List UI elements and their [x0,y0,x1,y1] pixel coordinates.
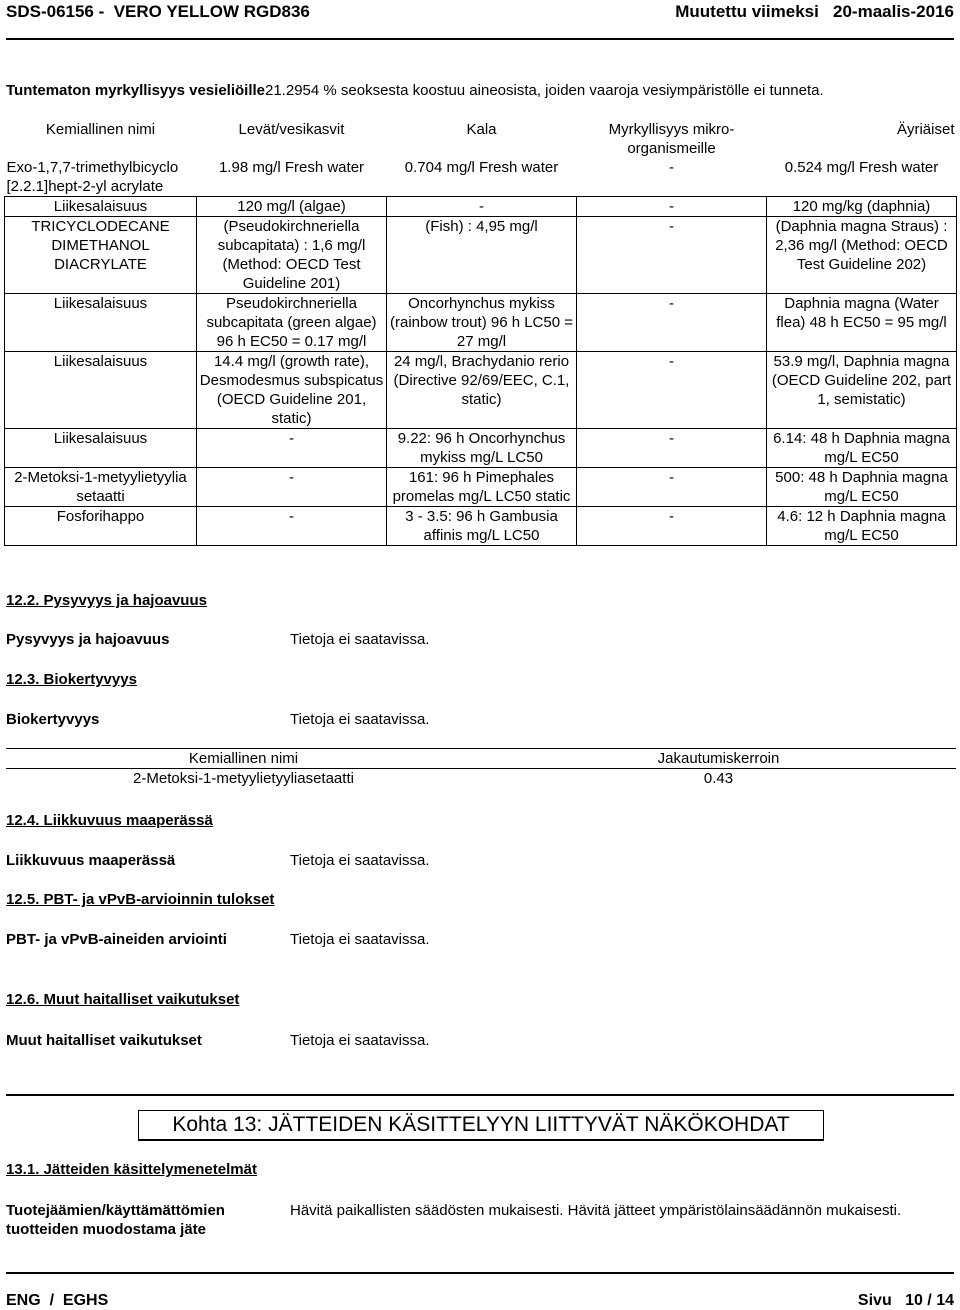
bioaccumulation-value: Tietoja ei saatavissa. [290,711,430,728]
revised-date: 20-maalis-2016 [833,2,954,21]
chemical-name: Liikesalaisuus [5,429,197,468]
micro-value: - [577,468,767,507]
fish-value: 161: 96 h Pimephales promelas mg/L LC50 static [387,468,577,507]
crustacean-value: (Daphnia magna Straus) : 2,36 mg/l (Method: OECD Test Guideline 202) [767,217,957,294]
algae-value: (Pseudokirchneriella subcapitata) : 1,6 mg/l (Method: OECD Test Guideline 201) [197,217,387,294]
pbt-label: PBT- ja vPvB-aineiden arviointi [6,931,227,948]
persistence-value: Tietoja ei saatavissa. [290,631,430,648]
algae-value: - [197,429,387,468]
footer-rule [6,1272,954,1274]
waste-label: Tuotejäämien/käyttämättömien tuotteiden muodostama jäte [6,1202,225,1238]
chemical-name: Liikesalaisuus [5,352,197,429]
algae-value: 120 mg/l (algae) [197,197,387,217]
fish-value: Oncorhynchus mykiss (rainbow trout) 96 h LC50 = 27 mg/l [387,294,577,352]
micro-value: - [577,429,767,468]
col-header-fish: Kala [466,121,497,138]
fish-value: 0.704 mg/l Fresh water [404,159,559,176]
section-rule [6,1094,954,1096]
revised-label: Muutettu viimeksi [675,2,819,21]
col-header-microorganisms: Myrkyllisyys mikro-organismeille [608,121,735,157]
algae-value: 1.98 mg/l Fresh water [218,159,365,176]
unknown-toxicity-label: Tuntematon myrkyllisyys vesieliöille [6,82,265,99]
crustacean-value: 4.6: 12 h Daphnia magna mg/L EC50 [767,507,957,546]
col-header-algae: Levät/vesikasvit [238,121,345,138]
section-12-5-title: 12.5. PBT- ja vPvB-arvioinnin tulokset [6,891,275,908]
section-12-3-title: 12.3. Biokertyvyys [6,671,137,688]
unknown-toxicity-text: 21.2954 % seoksesta koostuu aineosista, joiden vaaroja vesiympäristölle ei tunneta. [265,82,824,99]
col-header-partition: Jakautumiskerroin [481,749,956,769]
micro-value: - [669,159,674,176]
fish-value: (Fish) : 4,95 mg/l [387,217,577,294]
col-header-chemical: Kemiallinen nimi [6,749,481,769]
crustacean-value: Daphnia magna (Water flea) 48 h EC50 = 95 mg/l [767,294,957,352]
mobility-label: Liikkuvuus maaperässä [6,852,176,869]
partition-value: 0.43 [703,770,734,787]
table-row [5,294,957,352]
table-header-row [6,749,956,769]
crustacean-value: 6.14: 48 h Daphnia magna mg/L EC50 [767,429,957,468]
fish-value: 9.22: 96 h Oncorhynchus mykiss mg/L LC50 [387,429,577,468]
table-row [5,197,957,217]
col-header-chemical: Kemiallinen nimi [45,121,156,138]
section-12-2-title: 12.2. Pysyvyys ja hajoavuus [6,592,207,609]
crustacean-value: 120 mg/kg (daphnia) [767,197,957,217]
chemical-name: 2-Metoksi-1-metyylietyyliasetaatti [133,770,354,787]
page-number [858,1292,954,1310]
chemical-name: TRICYCLODECANE DIMETHANOL DIACRYLATE [5,217,197,294]
algae-value: - [197,507,387,546]
unknown-toxicity-note [6,82,954,99]
other-effects-label: Muut haitalliset vaikutukset [6,1032,202,1049]
table-row [5,429,957,468]
table-header-row [5,120,957,158]
crustacean-value: 0.524 mg/l Fresh water [784,159,939,176]
persistence-label: Pysyvyys ja hajoavuus [6,631,170,648]
language-info: ENG / EGHS [6,1292,109,1309]
micro-value: - [577,197,767,217]
other-effects-value: Tietoja ei saatavissa. [290,1032,430,1049]
section-12-6-title: 12.6. Muut haitalliset vaikutukset [6,991,240,1008]
pbt-value: Tietoja ei saatavissa. [290,931,430,948]
ecotoxicity-table [4,120,957,546]
fish-value: - [387,197,577,217]
micro-value: - [577,294,767,352]
table-row [5,217,957,294]
col-header-crustaceans: Äyriäiset [896,121,955,138]
algae-value: - [197,468,387,507]
document-id: SDS-06156 - VERO YELLOW RGD836 [6,2,310,21]
micro-value: - [577,507,767,546]
chemical-name: Liikesalaisuus [5,197,197,217]
chemical-name: Fosforihappo [5,507,197,546]
section-13-banner: Kohta 13: JÄTTEIDEN KÄSITTELYYN LIITTYVÄT NÄKÖKOHDAT [138,1110,824,1141]
section-13-1-title: 13.1. Jätteiden käsittelymenetelmät [6,1161,257,1178]
header-rule [6,38,954,40]
page-value: 10 / 14 [905,1292,954,1309]
crustacean-value: 53.9 mg/l, Daphnia magna (OECD Guideline 202, part 1, semistatic) [767,352,957,429]
table-row [5,158,957,197]
table-row [5,507,957,546]
algae-value: 14.4 mg/l (growth rate), Desmodesmus subspicatus (OECD Guideline 201, static) [197,352,387,429]
crustacean-value: 500: 48 h Daphnia magna mg/L EC50 [767,468,957,507]
fish-value: 3 - 3.5: 96 h Gambusia affinis mg/L LC50 [387,507,577,546]
section-12-4-title: 12.4. Liikkuvuus maaperässä [6,812,213,829]
partition-coefficient-table [6,748,956,788]
algae-value: Pseudokirchneriella subcapitata (green algae) 96 h EC50 = 0.17 mg/l [197,294,387,352]
revision-info [675,2,954,22]
chemical-name: Liikesalaisuus [5,294,197,352]
table-row [5,468,957,507]
waste-value: Hävitä paikallisten säädösten mukaisesti. Hävitä jätteet ympäristölainsäädännön mukaisesti. [290,1202,902,1219]
page-header [6,0,954,24]
table-row [5,352,957,429]
fish-value: 24 mg/l, Brachydanio rerio (Directive 92/69/EEC, C.1, static) [387,352,577,429]
chemical-name: 2-Metoksi-1-metyylietyylia setaatti [5,468,197,507]
table-row [6,769,956,789]
mobility-value: Tietoja ei saatavissa. [290,852,430,869]
micro-value: - [577,217,767,294]
page-label: Sivu [857,1292,892,1309]
micro-value: - [577,352,767,429]
bioaccumulation-label: Biokertyvyys [6,711,100,728]
chemical-name: Exo-1,7,7-trimethylbicyclo [2.2.1]hept-2-yl acrylate [6,159,179,195]
